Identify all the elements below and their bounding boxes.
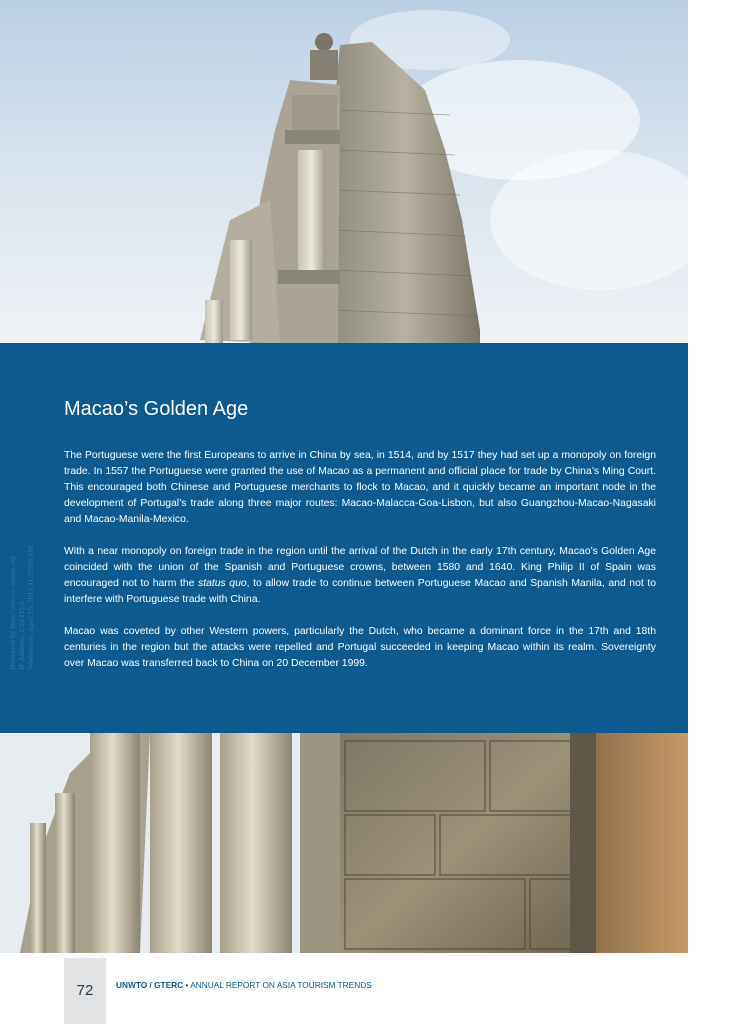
footer-org: UNWTO / GTERC <box>116 980 184 990</box>
facade-bottom-illustration <box>0 733 688 953</box>
article-title: Macao’s Golden Age <box>64 398 249 420</box>
delivery-watermark <box>8 410 35 670</box>
paragraph-2-text-after: , to allow trade to continue between Portuguese Macao and Spanish Manila, and not to interfere with Portuguese trade with China. <box>64 578 656 605</box>
status-quo-italic: status quo <box>198 578 247 589</box>
watermark-line-1: Delivered by http://www.e-unwto.org <box>8 555 17 670</box>
running-footer <box>116 980 372 990</box>
footer-separator: • <box>183 980 191 990</box>
facade-photo-top <box>0 0 688 343</box>
footer-report-title: ANNUAL REPORT ON ASIA TOURISM TRENDS <box>190 980 372 990</box>
facade-top-illustration <box>0 0 688 343</box>
watermark-line-2: IP Address: 2.50.115.6 <box>17 601 26 670</box>
facade-photo-bottom <box>0 733 688 953</box>
article-paragraph-1: The Portuguese were the first Europeans to arrive in China by sea, in 1514, and by 1517 they had set up a monopoly on foreign trade. In 1557 the Portuguese were granted the use of Macao as a permanent and official place for trade by China’s Ming Court. This encouraged both Chinese and Portuguese merchants to flock to Macao, and it quickly became an important node in the development of Portugal’s trade along three major routes: Macao-Malacca-Goa-Lisbon, but also Guangzhou-Macao-Nagasaki and Macao-Manila-Mexico. <box>64 450 656 525</box>
article-body <box>64 448 656 688</box>
watermark-line-3: Wednesday, April 15, 2015 11:29:09 AM <box>26 545 35 670</box>
article-paragraph-3: Macao was coveted by other Western powers, particularly the Dutch, who became a dominant force in the 17th and 18th centuries in the region but the attacks were repelled and Portugal succeeded in keeping Macao within its realm. Sovereignty over Macao was transferred back to China on 20 December 1999. <box>64 626 656 669</box>
right-margin <box>688 0 741 1024</box>
page-number: 72 <box>76 982 94 999</box>
paragraph-2-text-before: With a near monopoly on foreign trade in the region until the arrival of the Dutch in the early 17th century, Macao’s Golden Age coincided with the union of the Spanish and Portuguese crowns, between 1580 and 1640. King Philip II of Spain was encouraged not to harm the <box>64 546 656 589</box>
article-paragraph-2 <box>64 544 656 608</box>
